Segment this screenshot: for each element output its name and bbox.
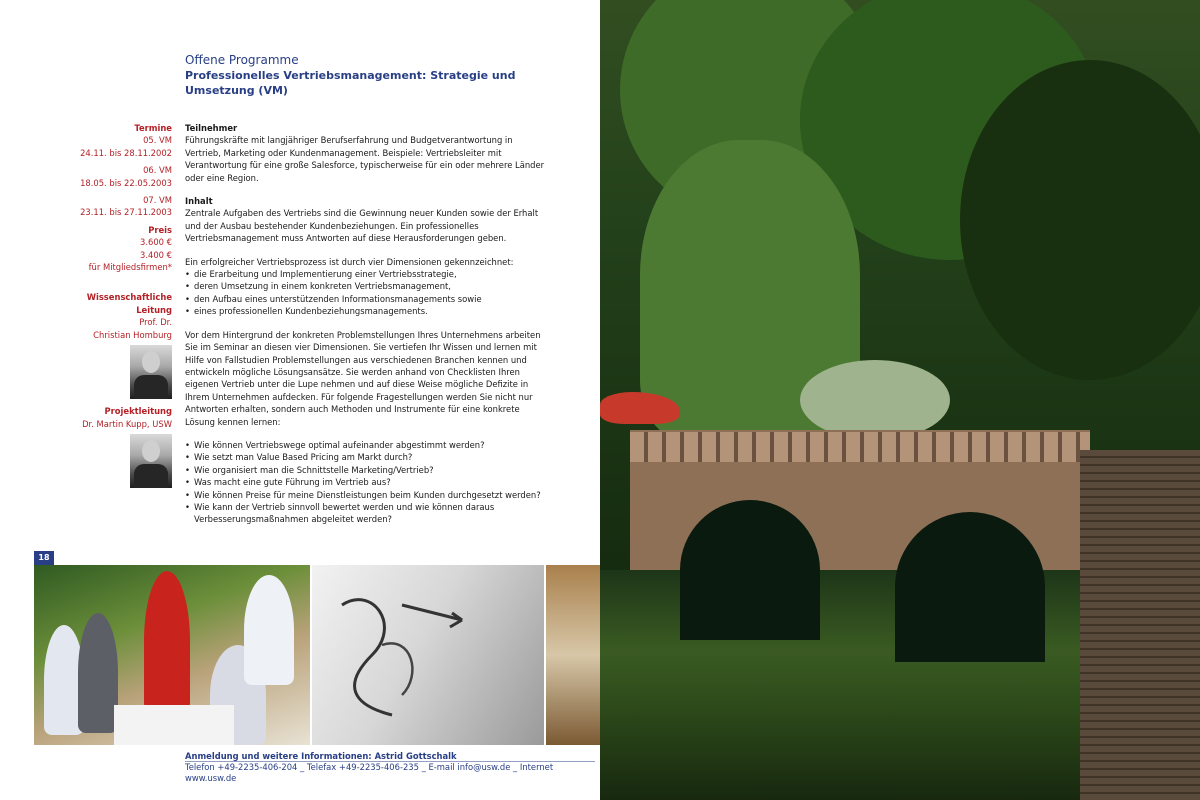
termin-dates: 23.11. bis 27.11.2003 [80,207,172,218]
termin-code: 06. VM [143,165,172,176]
inhalt-section [185,195,545,245]
photo-fragment [546,565,600,745]
portrait-homburg [130,345,172,399]
list-item: • Wie können Preise für meine Dienstleistungen beim Kunden durchgesetzt werden? [185,489,545,501]
leitung-name: Prof. Dr. [139,317,172,328]
termine-label: Termine [134,123,172,133]
photo-bridge-park [600,0,1200,800]
projekt-label: Projektleitung [104,406,172,417]
page-header [185,52,585,98]
dimensions-intro: Ein erfolgreicher Vertriebsprozess ist durch vier Dimensionen gekennzeichnet: [185,256,514,267]
termin-dates: 24.11. bis 28.11.2002 [80,147,172,158]
list-item: • Wie setzt man Value Based Pricing am Markt durch? [185,451,545,463]
section-kicker: Offene Programme [185,53,299,67]
teilnehmer-section [185,122,545,184]
inhalt-heading: Inhalt [185,196,213,207]
canal-wall [1080,450,1200,800]
preis-note: für Mitgliedsfirmen* [88,262,172,273]
bridge-parapet [630,432,1090,462]
photo-strip [34,565,600,745]
list-item: • deren Umsetzung in einem konkreten Vertriebsmanagement, [185,280,545,292]
list-item: • den Aufbau eines unterstützenden Informationsmanagements sowie [185,293,545,305]
list-item: • eines professionellen Kundenbeziehungsmanagements. [185,305,545,317]
preis-label: Preis [148,224,172,235]
dimensions-list [185,268,545,318]
preis-value: 3.400 € [140,249,172,260]
questions-list [185,439,545,526]
list-item: • Wie organisiert man die Schnittstelle Marketing/Vertrieb? [185,464,545,476]
leitung-name: Christian Homburg [93,329,172,340]
sidebar-info [40,122,172,494]
termin-dates: 18.05. bis 22.05.2003 [80,177,172,188]
preis-value: 3.600 € [140,237,172,248]
teilnehmer-heading: Teilnehmer [185,123,238,133]
list-item: • die Erarbeitung und Implementierung einer Vertriebsstrategie, [185,268,545,280]
bridge-arch-left [680,500,820,640]
main-content [185,122,545,537]
portrait-kupp [130,434,172,488]
list-item: • Wie kann der Vertrieb sinnvoll bewertet werden und wie können daraus Verbesserungsmaßnahmen abgeleitet werden? [185,501,545,526]
footer-contact [185,751,595,784]
termin-code: 07. VM [143,195,172,206]
photo-seminar-group [34,565,310,745]
footer-registration: Anmeldung und weitere Informationen: Astrid Gottschalk [185,751,457,761]
projekt-name: Dr. Martin Kupp, USW [82,418,172,429]
teilnehmer-text: Führungskräfte mit langjähriger Berufserfahrung und Budgetverantwortung in Vertrieb, Marketing oder Kundenmanagement. Beispiele: Vertriebsleiter mit Verantwortung für eine große Salesforce, typischerweise für ein oder mehrere Länder oder eine Region. [185,135,545,183]
inhalt-text: Zentrale Aufgaben des Vertriebs sind die Gewinnung neuer Kunden sowie der Erhalt und der Ausbau bestehender Kundenbeziehungen. Ein professionelles Vertriebsmanagement muss Antworten auf diese Herausforderungen geben. [185,208,539,244]
page-number: 18 [34,551,54,565]
leitung-label: Leitung [136,304,172,315]
flipchart-scribble-icon [312,565,544,745]
background-text: Vor dem Hintergrund der konkreten Problemstellungen Ihres Unternehmens arbeiten Sie im Seminar an diesen vier Dimensionen. Sie vertiefen Ihr Wissen und lernen mit Hilfe von Fallstudien Problemstellungen aus verschiedenen Branchen kennen und entwickeln mögliche Lösungsansätze. Sie werden anhand von Checklisten Ihren eigenen Vertrieb unter die Lupe nehmen und auf diese Weise mögliche Defizite in Ihrem Unternehmen aufdecken. Für folgende Fragestellungen werden Sie nicht nur Antworten erhalten, sondern auch Methoden und Instrumente für eine konkrete Lösung kennen lernen: [185,329,541,427]
list-item: • Wie können Vertriebswege optimal aufeinander abgestimmt werden? [185,439,545,451]
footer-contact-details: Telefon +49-2235-406-204 _ Telefax +49-2235-406-235 _ E-mail info@usw.de _ Internet www.usw.de [185,762,554,783]
termin-code: 05. VM [143,135,172,146]
leitung-label: Wissenschaftliche [86,292,172,303]
list-item: • Was macht eine gute Führung im Vertrieb aus? [185,476,545,488]
bridge-arch-right [895,512,1045,662]
page-title: Professionelles Vertriebsmanagement: Strategie und Umsetzung (VM) [185,69,516,97]
photo-flipchart [312,565,544,745]
